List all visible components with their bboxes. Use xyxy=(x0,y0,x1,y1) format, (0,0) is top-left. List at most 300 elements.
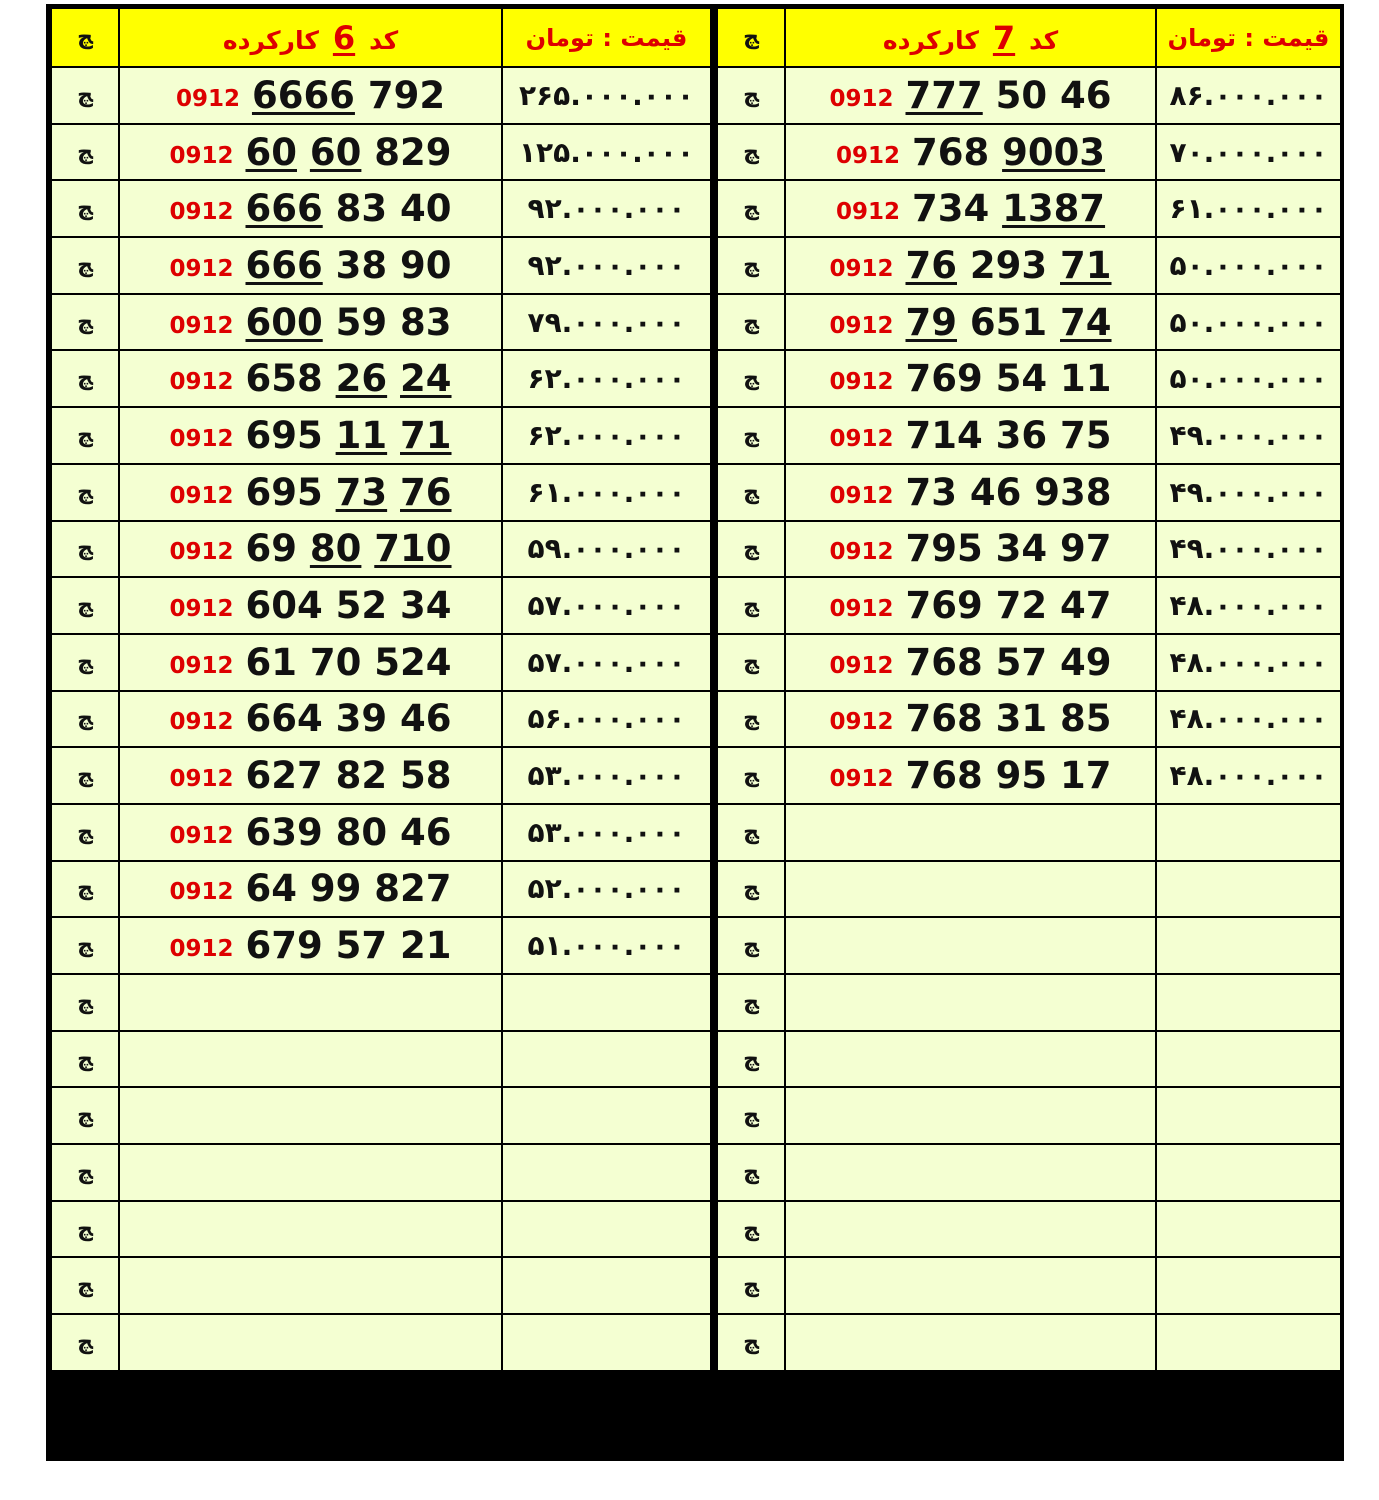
row-icon: ﭻ xyxy=(743,649,759,675)
row-icon: ﭻ xyxy=(77,649,93,675)
table-header-row xyxy=(717,8,1341,67)
phone-number-cell xyxy=(785,747,1156,804)
table-row xyxy=(717,1257,1341,1314)
row-icon: ﭻ xyxy=(77,763,93,789)
table-row xyxy=(717,407,1341,464)
price-value: ۴۸.۰۰۰.۰۰۰ xyxy=(1169,702,1328,736)
phone-number-cell xyxy=(785,1087,1156,1144)
row-icon: ﭻ xyxy=(743,422,759,448)
phone-number-cell xyxy=(119,67,502,124)
phone-digit-group: 664 xyxy=(245,697,323,741)
phone-prefix: 0912 xyxy=(829,312,894,339)
row-icon-cell xyxy=(51,917,119,974)
row-icon: ﭻ xyxy=(77,196,93,222)
row-icon-cell xyxy=(717,407,785,464)
phone-digit-group: 73 xyxy=(905,470,957,514)
phone-prefix: 0912 xyxy=(829,255,894,282)
price-cell xyxy=(502,237,711,294)
table-row xyxy=(717,1087,1341,1144)
phone-prefix: 0912 xyxy=(829,482,894,509)
row-icon: ﭻ xyxy=(77,422,93,448)
table-row xyxy=(51,521,711,578)
price-cell xyxy=(502,1201,711,1258)
price-cell xyxy=(1156,917,1341,974)
phone-prefix: 0912 xyxy=(169,879,234,906)
phone-prefix: 0912 xyxy=(829,596,894,623)
row-icon-cell xyxy=(717,577,785,634)
row-icon-cell xyxy=(717,974,785,1031)
phone-number-cell xyxy=(785,1257,1156,1314)
table-row xyxy=(717,464,1341,521)
price-cell xyxy=(502,577,711,634)
phone-number-cell xyxy=(119,1144,502,1201)
phone-digit-group: 734 xyxy=(911,187,990,231)
phone-digit-group: 795 xyxy=(905,527,983,571)
row-icon: ﭻ xyxy=(77,1273,93,1299)
phone-digit-group: 76 xyxy=(905,243,957,287)
phone-digit-group: 827 xyxy=(374,867,452,911)
phone-digit-group: 11 xyxy=(335,413,388,457)
table-row xyxy=(717,577,1341,634)
price-cell xyxy=(502,1031,711,1088)
price-cell xyxy=(502,974,711,1031)
phone-number-cell xyxy=(119,1031,502,1088)
row-icon: ﭻ xyxy=(77,819,93,845)
phone-number-cell xyxy=(119,180,502,237)
phone-number-cell xyxy=(119,1201,502,1258)
phone-digit-group: 710 xyxy=(374,527,452,571)
phone-digit-group: 49 xyxy=(1060,640,1112,684)
row-icon: ﭻ xyxy=(743,1216,759,1242)
phone-number-cell xyxy=(785,804,1156,861)
phone-digit-group: 46 xyxy=(400,697,452,741)
phone-number-cell xyxy=(119,464,502,521)
row-icon: ﭻ xyxy=(77,536,93,562)
table-row xyxy=(717,974,1341,1031)
row-icon-cell xyxy=(717,124,785,181)
row-icon-cell xyxy=(51,1144,119,1201)
phone-number-cell xyxy=(785,67,1156,124)
phone-number-cell xyxy=(119,294,502,351)
table-row xyxy=(51,804,711,861)
price-cell xyxy=(1156,861,1341,918)
phone-prefix: 0912 xyxy=(835,142,900,169)
price-cell xyxy=(502,180,711,237)
price-value: ۷۹.۰۰۰.۰۰۰ xyxy=(527,305,686,339)
phone-number-cell xyxy=(785,407,1156,464)
code-header xyxy=(785,8,1156,67)
price-value: ۶۲.۰۰۰.۰۰۰ xyxy=(527,418,686,452)
row-icon-cell xyxy=(51,294,119,351)
row-icon-cell xyxy=(51,1314,119,1371)
price-cell xyxy=(502,1257,711,1314)
phone-digit-group: 75 xyxy=(1060,413,1112,457)
phone-digit-group: 60 xyxy=(309,130,362,174)
row-icon: ﭻ xyxy=(743,479,759,505)
phone-digit-group: 714 xyxy=(905,413,983,457)
phone-digit-group: 79 xyxy=(905,300,957,344)
phone-number-cell xyxy=(119,917,502,974)
row-icon: ﭻ xyxy=(743,309,759,335)
phone-number-cell xyxy=(785,180,1156,237)
header-icon: ﭻ xyxy=(743,25,759,50)
table-row xyxy=(717,917,1341,974)
row-icon: ﭻ xyxy=(77,706,93,732)
table-row xyxy=(51,974,711,1031)
row-icon-cell xyxy=(51,861,119,918)
row-icon: ﭻ xyxy=(77,479,93,505)
phone-digit-group: 34 xyxy=(995,527,1048,571)
table-row xyxy=(51,691,711,748)
row-icon-cell xyxy=(51,521,119,578)
phone-digit-group: 31 xyxy=(995,697,1048,741)
price-cell xyxy=(1156,974,1341,1031)
price-cell xyxy=(1156,521,1341,578)
header-icon-cell xyxy=(717,8,785,67)
row-icon: ﭻ xyxy=(743,819,759,845)
phone-digit-group: 38 xyxy=(335,243,388,287)
phone-digit-group: 47 xyxy=(1060,584,1112,628)
row-icon: ﭻ xyxy=(77,1046,93,1072)
price-cell xyxy=(1156,350,1341,407)
code-number: 7 xyxy=(992,18,1016,57)
price-cell xyxy=(502,634,711,691)
row-icon-cell xyxy=(717,521,785,578)
row-icon-cell xyxy=(51,747,119,804)
code-header xyxy=(119,8,502,67)
row-icon: ﭻ xyxy=(77,309,93,335)
row-icon-cell xyxy=(717,861,785,918)
phone-digit-group: 95 xyxy=(995,754,1048,798)
price-cell xyxy=(502,747,711,804)
price-cell xyxy=(1156,124,1341,181)
phone-digit-group: 50 xyxy=(995,73,1048,117)
price-value: ۹۲.۰۰۰.۰۰۰ xyxy=(527,192,686,226)
phone-prefix: 0912 xyxy=(169,596,234,623)
row-icon: ﭻ xyxy=(743,706,759,732)
price-value: ۴۸.۰۰۰.۰۰۰ xyxy=(1169,645,1328,679)
price-cell xyxy=(1156,1031,1341,1088)
row-icon: ﭻ xyxy=(77,1103,93,1129)
row-icon-cell xyxy=(717,1257,785,1314)
phone-prefix: 0912 xyxy=(829,425,894,452)
phone-prefix: 0912 xyxy=(169,822,234,849)
phone-number-cell xyxy=(785,917,1156,974)
phone-digit-group: 83 xyxy=(335,187,388,231)
phone-number-cell xyxy=(119,1087,502,1144)
price-cell xyxy=(1156,747,1341,804)
price-value: ۵۷.۰۰۰.۰۰۰ xyxy=(527,645,686,679)
phone-digit-group: 769 xyxy=(905,584,983,628)
phone-digit-group: 70 xyxy=(309,640,362,684)
phone-digit-group: 651 xyxy=(969,300,1048,344)
row-icon-cell xyxy=(717,464,785,521)
phone-digit-group: 73 xyxy=(335,470,388,514)
phone-number-cell xyxy=(119,634,502,691)
row-icon: ﭻ xyxy=(743,593,759,619)
price-cell xyxy=(1156,1257,1341,1314)
phone-prefix: 0912 xyxy=(829,709,894,736)
phone-number-cell xyxy=(785,861,1156,918)
phone-digit-group: 666 xyxy=(245,243,323,287)
price-value: ۵۲.۰۰۰.۰۰۰ xyxy=(527,872,686,906)
header-icon-cell xyxy=(51,8,119,67)
phone-digit-group: 1387 xyxy=(1002,187,1106,231)
table-row xyxy=(51,1087,711,1144)
phone-digit-group: 600 xyxy=(245,300,323,344)
table-row xyxy=(51,917,711,974)
phone-number-cell xyxy=(119,1314,502,1371)
phone-prefix: 0912 xyxy=(829,652,894,679)
phone-digit-group: 769 xyxy=(905,357,983,401)
phone-digit-group: 82 xyxy=(335,754,388,798)
row-icon-cell xyxy=(51,350,119,407)
row-icon: ﭻ xyxy=(77,1216,93,1242)
price-value: ۵۳.۰۰۰.۰۰۰ xyxy=(527,815,686,849)
phone-prefix: 0912 xyxy=(169,652,234,679)
table-row xyxy=(717,1144,1341,1201)
phone-prefix: 0912 xyxy=(169,425,234,452)
price-cell xyxy=(1156,237,1341,294)
price-header xyxy=(1156,8,1341,67)
price-value: ۵۱.۰۰۰.۰۰۰ xyxy=(527,929,686,963)
price-cell xyxy=(502,861,711,918)
table-row xyxy=(51,634,711,691)
phone-number-cell xyxy=(785,974,1156,1031)
phone-prefix: 0912 xyxy=(829,369,894,396)
phone-number-cell xyxy=(119,577,502,634)
table-row xyxy=(51,861,711,918)
row-icon: ﭻ xyxy=(77,876,93,902)
phone-digit-group: 52 xyxy=(335,584,388,628)
row-icon: ﭻ xyxy=(77,139,93,165)
phone-digit-group: 61 xyxy=(245,640,297,684)
phone-digit-group: 71 xyxy=(1060,243,1112,287)
price-cell xyxy=(1156,577,1341,634)
row-icon: ﭻ xyxy=(743,1046,759,1072)
table-row xyxy=(717,180,1341,237)
phone-digit-group: 46 xyxy=(969,470,1022,514)
phone-digit-group: 85 xyxy=(1060,697,1112,741)
table-row xyxy=(717,1031,1341,1088)
row-icon: ﭻ xyxy=(743,763,759,789)
row-icon-cell xyxy=(717,350,785,407)
phone-prefix: 0912 xyxy=(829,766,894,793)
phone-number-cell xyxy=(785,521,1156,578)
phone-digit-group: 76 xyxy=(400,470,452,514)
price-cell xyxy=(502,691,711,748)
phone-digit-group: 627 xyxy=(245,754,323,798)
phone-digit-group: 9003 xyxy=(1002,130,1106,174)
price-value: ۵۰.۰۰۰.۰۰۰ xyxy=(1169,248,1328,282)
phone-prefix: 0912 xyxy=(829,539,894,566)
phone-digit-group: 39 xyxy=(335,697,388,741)
price-cell xyxy=(502,407,711,464)
row-icon: ﭻ xyxy=(743,536,759,562)
table-row xyxy=(51,1314,711,1371)
table-row xyxy=(717,67,1341,124)
table-row xyxy=(717,1314,1341,1371)
phone-digit-group: 36 xyxy=(995,413,1048,457)
price-cell xyxy=(1156,407,1341,464)
phone-digit-group: 768 xyxy=(905,640,983,684)
table-row xyxy=(717,294,1341,351)
price-value: ۴۹.۰۰۰.۰۰۰ xyxy=(1169,475,1328,509)
phone-number-cell xyxy=(785,464,1156,521)
price-cell xyxy=(502,1314,711,1371)
price-cell xyxy=(502,350,711,407)
price-value: ۷۰.۰۰۰.۰۰۰ xyxy=(1169,135,1328,169)
row-icon-cell xyxy=(51,1031,119,1088)
phone-number-cell xyxy=(119,804,502,861)
table-row xyxy=(717,691,1341,748)
table-row xyxy=(51,1144,711,1201)
table-row xyxy=(717,747,1341,804)
phone-digit-group: 658 xyxy=(245,357,323,401)
price-cell xyxy=(502,521,711,578)
price-cell xyxy=(1156,1087,1341,1144)
table-row xyxy=(51,1201,711,1258)
phone-digit-group: 777 xyxy=(905,73,983,117)
phone-number-cell xyxy=(785,124,1156,181)
phone-digit-group: 46 xyxy=(400,810,452,854)
row-icon: ﭻ xyxy=(743,196,759,222)
price-cell xyxy=(502,464,711,521)
price-label: قیمت : تومان xyxy=(1167,23,1330,52)
row-icon-cell xyxy=(717,294,785,351)
row-icon-cell xyxy=(717,1087,785,1144)
table-row xyxy=(51,577,711,634)
phone-digit-group: 80 xyxy=(309,527,362,571)
row-icon-cell xyxy=(51,1257,119,1314)
price-cell xyxy=(502,124,711,181)
table-header-row xyxy=(51,8,711,67)
price-value: ۵۰.۰۰۰.۰۰۰ xyxy=(1169,305,1328,339)
phone-digit-group: 938 xyxy=(1034,470,1112,514)
phone-digit-group: 99 xyxy=(309,867,362,911)
price-cell xyxy=(502,1087,711,1144)
header-icon: ﭻ xyxy=(77,25,93,50)
phone-prefix: 0912 xyxy=(835,199,900,226)
phone-number-cell xyxy=(119,747,502,804)
table-row xyxy=(717,634,1341,691)
phone-digit-group: 768 xyxy=(905,697,983,741)
row-icon: ﭻ xyxy=(77,1159,93,1185)
phone-number-cell xyxy=(785,350,1156,407)
table-row xyxy=(51,124,711,181)
phone-number-cell xyxy=(785,294,1156,351)
price-cell xyxy=(1156,294,1341,351)
row-icon: ﭻ xyxy=(743,876,759,902)
phone-digit-group: 768 xyxy=(905,754,983,798)
row-icon-cell xyxy=(51,634,119,691)
phone-digit-group: 679 xyxy=(245,924,323,968)
phone-number-cell xyxy=(119,237,502,294)
table-row xyxy=(51,67,711,124)
code-suffix-label: کارکرده xyxy=(882,25,979,55)
price-cell xyxy=(502,804,711,861)
price-value: ۴۹.۰۰۰.۰۰۰ xyxy=(1169,532,1328,566)
price-value: ۹۲.۰۰۰.۰۰۰ xyxy=(527,248,686,282)
price-value: ۲۶۵.۰۰۰.۰۰۰ xyxy=(518,78,695,112)
row-icon-cell xyxy=(717,67,785,124)
phone-number-cell xyxy=(119,124,502,181)
code-prefix-label: کد xyxy=(1029,25,1059,55)
phone-digit-group: 90 xyxy=(400,243,452,287)
price-value: ۶۱.۰۰۰.۰۰۰ xyxy=(527,475,686,509)
row-icon-cell xyxy=(717,804,785,861)
price-value: ۶۲.۰۰۰.۰۰۰ xyxy=(527,362,686,396)
table-row xyxy=(51,1257,711,1314)
phone-digit-group: 792 xyxy=(367,73,446,117)
code-suffix-label: کارکرده xyxy=(222,25,319,55)
phone-digit-group: 524 xyxy=(374,640,452,684)
phone-number-cell xyxy=(119,1257,502,1314)
price-header xyxy=(502,8,711,67)
row-icon: ﭻ xyxy=(77,593,93,619)
phone-prefix: 0912 xyxy=(169,312,234,339)
row-icon-cell xyxy=(717,691,785,748)
phone-number-cell xyxy=(119,350,502,407)
price-value: ۴۸.۰۰۰.۰۰۰ xyxy=(1169,759,1328,793)
row-icon-cell xyxy=(717,237,785,294)
row-icon-cell xyxy=(717,180,785,237)
phone-digit-group: 695 xyxy=(245,470,323,514)
phone-digit-group: 69 xyxy=(245,527,297,571)
price-cell xyxy=(1156,67,1341,124)
phone-number-cell xyxy=(785,577,1156,634)
phone-digit-group: 80 xyxy=(335,810,388,854)
row-icon-cell xyxy=(51,691,119,748)
row-icon: ﭻ xyxy=(77,989,93,1015)
price-value: ۶۱.۰۰۰.۰۰۰ xyxy=(1169,192,1328,226)
phone-digit-group: 24 xyxy=(400,357,452,401)
table-row xyxy=(51,237,711,294)
phone-number-cell xyxy=(119,974,502,1031)
table-row xyxy=(717,237,1341,294)
phone-prefix: 0912 xyxy=(169,142,234,169)
row-icon: ﭻ xyxy=(743,366,759,392)
code-6-table xyxy=(50,7,712,1372)
phone-digit-group: 40 xyxy=(400,187,452,231)
table-row xyxy=(51,294,711,351)
phone-digit-group: 57 xyxy=(335,924,388,968)
table-row xyxy=(717,124,1341,181)
phone-prefix: 0912 xyxy=(169,936,234,963)
phone-digit-group: 829 xyxy=(374,130,452,174)
price-cell xyxy=(1156,1144,1341,1201)
phone-number-cell xyxy=(119,691,502,748)
phone-number-cell xyxy=(785,1201,1156,1258)
row-icon-cell xyxy=(51,1201,119,1258)
row-icon: ﭻ xyxy=(77,82,93,108)
phone-digit-group: 6666 xyxy=(251,73,355,117)
row-icon: ﭻ xyxy=(77,252,93,278)
phone-prefix: 0912 xyxy=(829,85,894,112)
phone-digit-group: 64 xyxy=(245,867,297,911)
row-icon: ﭻ xyxy=(743,252,759,278)
row-icon-cell xyxy=(51,974,119,1031)
row-icon-cell xyxy=(51,464,119,521)
phone-digit-group: 11 xyxy=(1060,357,1112,401)
phone-digit-group: 71 xyxy=(400,413,452,457)
phone-digit-group: 293 xyxy=(969,243,1048,287)
phone-number-cell xyxy=(119,521,502,578)
row-icon-cell xyxy=(51,67,119,124)
row-icon-cell xyxy=(51,407,119,464)
phone-digit-group: 21 xyxy=(400,924,452,968)
phone-prefix: 0912 xyxy=(169,369,234,396)
